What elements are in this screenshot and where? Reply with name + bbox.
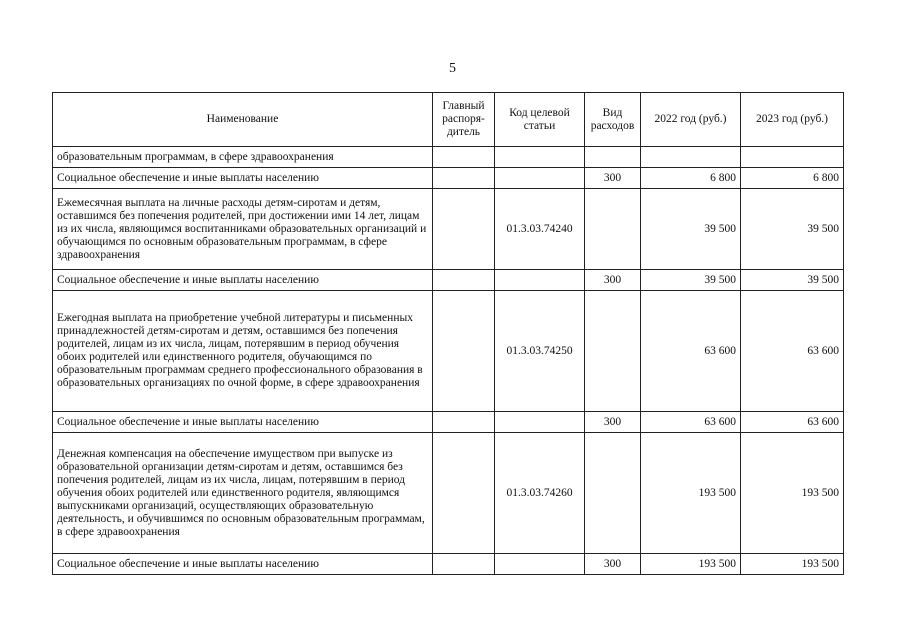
cell-admin (433, 168, 495, 189)
cell-2023: 39 500 (741, 270, 844, 291)
table-row (53, 189, 844, 270)
cell-name: Ежемесячная выплата на личные расходы детям-сиротам и детям, оставшимся без попечения родителей, при достижении ими 14 лет, лицам из их числа, являющимся воспитанниками образовательных организаций и обучающимся по основным образовательным программам, в сфере здравоохранения (53, 189, 433, 270)
budget-table (52, 92, 844, 575)
cell-name: Социальное обеспечение и иные выплаты населению (53, 412, 433, 433)
cell-name: Ежегодная выплата на приобретение учебной литературы и письменных принадлежностей детям-сиротам и детям, оставшимся без попечения родителей, лицам из их числа, лицам, потерявшим в период обучения обоих родителей или единственного родителя, обучающимся по образовательным программам среднего профессионального образования в образовательных организациях по очной форме, в сфере здравоохранения (53, 291, 433, 412)
cell-name: Социальное обеспечение и иные выплаты населению (53, 168, 433, 189)
header-code: Код целевой статьи (495, 93, 585, 147)
cell-name: Социальное обеспечение и иные выплаты населению (53, 270, 433, 291)
table-row (53, 270, 844, 291)
table-row (53, 168, 844, 189)
cell-2022: 39 500 (641, 270, 741, 291)
cell-2023: 39 500 (741, 189, 844, 270)
cell-code: 01.3.03.74240 (495, 189, 585, 270)
cell-kind (585, 433, 641, 554)
cell-kind (585, 291, 641, 412)
header-2023: 2023 год (руб.) (741, 93, 844, 147)
table-header-row (53, 93, 844, 147)
header-name: Наименование (53, 93, 433, 147)
table-row (53, 554, 844, 575)
cell-code (495, 554, 585, 575)
table-row (53, 412, 844, 433)
cell-kind: 300 (585, 168, 641, 189)
cell-code (495, 168, 585, 189)
cell-admin (433, 189, 495, 270)
cell-code (495, 270, 585, 291)
header-kind: Вид расходов (585, 93, 641, 147)
cell-admin (433, 433, 495, 554)
cell-code (495, 412, 585, 433)
cell-kind: 300 (585, 554, 641, 575)
cell-2022: 193 500 (641, 433, 741, 554)
cell-2023 (741, 147, 844, 168)
cell-admin (433, 412, 495, 433)
cell-admin (433, 291, 495, 412)
table-row (53, 147, 844, 168)
cell-name: образовательным программам, в сфере здравоохранения (53, 147, 433, 168)
table-row (53, 433, 844, 554)
table-row (53, 291, 844, 412)
cell-code (495, 147, 585, 168)
cell-kind: 300 (585, 412, 641, 433)
cell-2022: 39 500 (641, 189, 741, 270)
cell-name: Денежная компенсация на обеспечение имуществом при выпуске из образовательной организации детям-сиротам и детям, оставшимся без попечения родителей, лицам из их числа, лицам, потерявшим в период обучения обоих родителей или единственного родителя, являющимся выпускниками организаций, осуществляющих образовательную деятельность, и обучившимся по основным образовательным программам, в сфере здравоохранения (53, 433, 433, 554)
cell-2023: 6 800 (741, 168, 844, 189)
header-admin: Главный распоря-дитель (433, 93, 495, 147)
cell-kind (585, 147, 641, 168)
cell-code: 01.3.03.74250 (495, 291, 585, 412)
cell-admin (433, 554, 495, 575)
cell-2022 (641, 147, 741, 168)
cell-admin (433, 147, 495, 168)
cell-admin (433, 270, 495, 291)
cell-2022: 63 600 (641, 412, 741, 433)
cell-2022: 63 600 (641, 291, 741, 412)
header-2022: 2022 год (руб.) (641, 93, 741, 147)
cell-code: 01.3.03.74260 (495, 433, 585, 554)
cell-2022: 193 500 (641, 554, 741, 575)
cell-2023: 63 600 (741, 291, 844, 412)
page-number: 5 (449, 61, 456, 76)
cell-2023: 63 600 (741, 412, 844, 433)
cell-name: Социальное обеспечение и иные выплаты населению (53, 554, 433, 575)
cell-2022: 6 800 (641, 168, 741, 189)
cell-2023: 193 500 (741, 554, 844, 575)
cell-kind: 300 (585, 270, 641, 291)
cell-kind (585, 189, 641, 270)
cell-2023: 193 500 (741, 433, 844, 554)
